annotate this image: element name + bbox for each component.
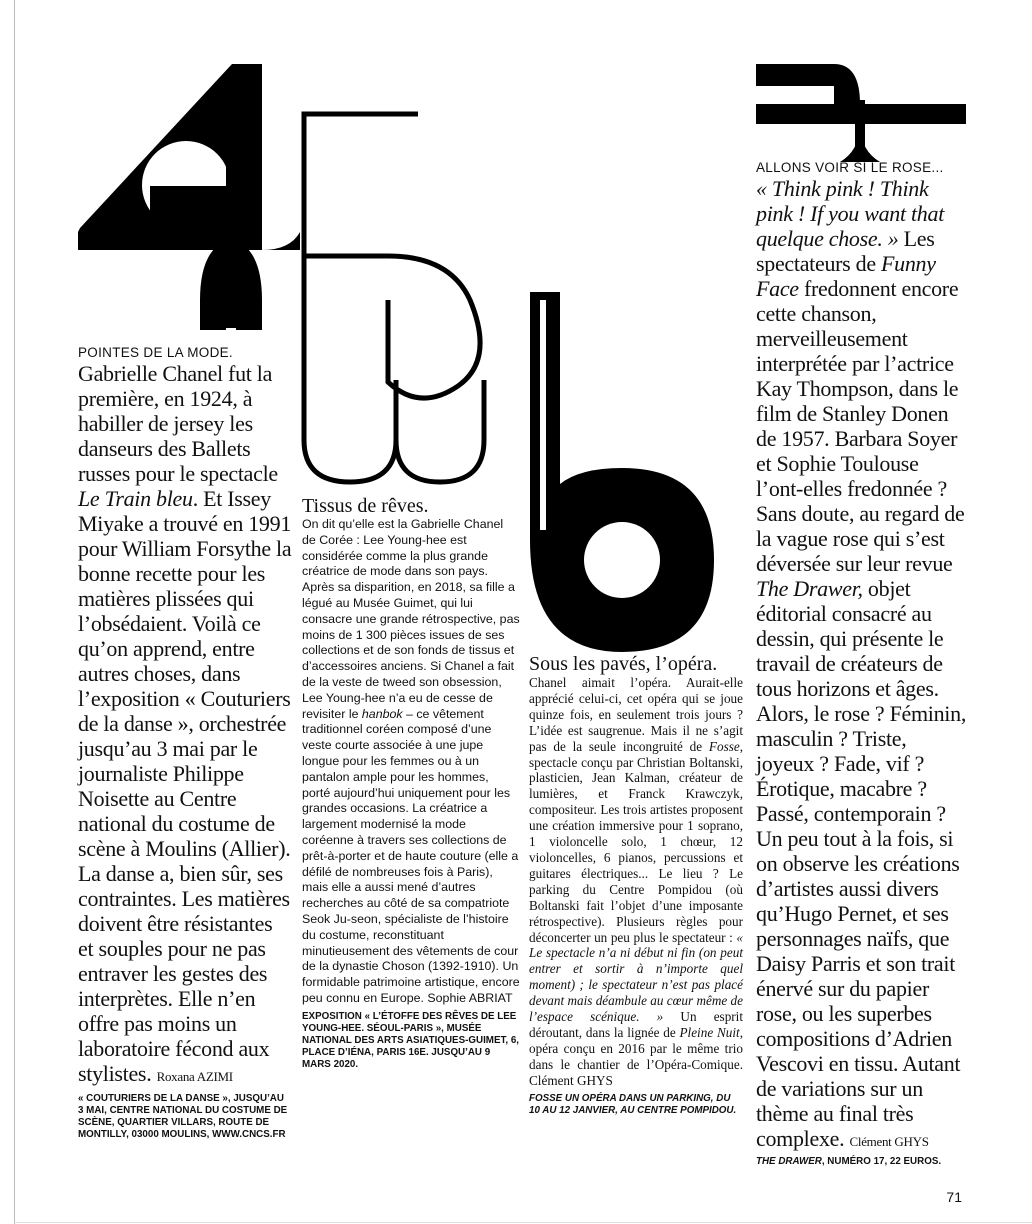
numeral-5-graphic [304, 114, 484, 482]
exhibition-credit: « COUTURIERS DE LA DANSE », JUSQU’AU 3 MAI, CENTRE NATIONAL DU COSTUME DE SCÈNE, QUARTIER VILLARS, ROUTE DE MONTILLY, 03000 MOULINS, WWW.CNCS.FR [78, 1093, 288, 1140]
byline: Roxana AZIMI [156, 1069, 233, 1084]
article-body: Chanel aimait l’opéra. Aurait-elle apprécié celui-ci, cet opéra qui se joue quinze fois, en seulement trois jours ? L’idée est saugrenue. Mais il ne s’agit pas de la seule incongruité de Fosse, spectacle conçu par Christian Boltanski, plasticien, Jean Kalman, créateur de lumières, et Franck Krawczyk, compositeur. Les trois artistes proposent une création immersive pour 1 soprano, 1 violoncelle solo, 1 chœur, 12 violoncelles, 6 pianos, percussions et guitares électriques... Le lieu ? Le parking du Centre Pompidou (où Boltanski fait l’objet d’une imposante rétrospective). Plusieurs règles pour déconcerter un peu plus le spectateur : « Le spectacle n’a ni début ni fin (on peut entrer et sortir à n’importe quel moment) ; le spectateur n’est pas placé devant mais déambule au cœur même de l’espace scénique. » Un esprit déroutant, dans la lignée de Pleine Nuit, opéra conçu en 2016 par le même trio dans le chantier de l’Opéra-Comique. Clément GHYS [529, 675, 744, 1088]
article-body: On dit qu’elle est la Gabrielle Chanel de Corée : Lee Young-hee est considérée comme la plus grande créatrice de mode dans son pays. Après sa disparition, en 2018, sa fille a légué au Musée Guimet, qui lui consacre une grande rétrospective, pas moins de 1 300 pièces issues de ses collections et de son fonds de tissus et d’accessoires anciens. Si Chanel a fait de la veste de tweed son obsession, Lee Young-hee n’a eu de cesse de revisiter le hanbok – ce vêtement traditionnel coréen composé d’une veste courte associée à une jupe longue pour les femmes ou à un pantalon ample pour les hommes, porté aujourd’hui uniquement pour les grandes occasions. La créatrice a largement modernisé la mode coréenne à travers ses collections de prêt-à-porter et de haute couture (elle a défilé de nombreuses fois à Paris), mais elle a aussi mené d’autres recherches au côté de sa compatriote Seok Ju-seon, spécialiste de l’histoire du costume, reconstituant minutieusement des vêtements de cour de la dynastie Choson (1392-1910). Un formidable patrimoine artistique, encore peu connu en Europe. Sophie ABRIAT [302, 517, 520, 1005]
article-body: « Think pink ! Think pink ! If you want that quelque chose. » Les spectateurs de Funny Face fredonnent encore cette chanson, merveilleusement interprétée par l’actrice Kay Thompson, dans le film de Stanley Donen de 1957. Barbara Soyer et Sophie Toulouse l’ont-elles fredonnée ? Sans doute, au regard de la vague rose qui s’est déversée sur leur revue The Drawer, objet éditorial consacré au dessin, qui présente le travail de créateurs de tous horizons et âges. Alors, le rose ? Féminin, masculin ? Triste, joyeux ? Fade, vif ? Érotique, macabre ? Passé, contemporain ? Un peu tout à la fois, si on observe les créations d’artistes aussi divers qu’Hugo Pernet, et ses personnages naïfs, que Daisy Parris et son trait énervé sur du papier rose, ou les superbes compositions d’Adrien Vescovi en tissu. Autant de variations sur un thème au final très complexe. Clément GHYS [756, 176, 967, 1151]
exhibition-credit: EXPOSITION « L’ÉTOFFE DES RÊVES DE LEE YOUNG-HEE. SÉOUL-PARIS », MUSÉE NATIONAL DES ARTS ASIATIQUES-GUIMET, 6, PLACE D’IÉNA, PARIS 16E. JUSQU’AU 9 MARS 2020. [302, 1010, 519, 1070]
kicker: POINTES DE LA MODE. [78, 345, 233, 360]
publication-credit: THE DRAWER, NUMÉRO 17, 22 EUROS. [756, 1156, 942, 1167]
section-heading: Tissus de rêves. [302, 495, 429, 517]
byline: Clément GHYS [849, 1134, 929, 1149]
byline: Sophie ABRIAT [427, 990, 513, 1005]
numeral-6-graphic [530, 292, 714, 652]
event-credit: FOSSE UN OPÉRA DANS UN PARKING, DU 10 AU 12 JANVIER, AU CENTRE POMPIDOU. [529, 1092, 737, 1116]
numeral-4-graphic [78, 64, 300, 330]
byline: Clément GHYS [529, 1072, 613, 1088]
article-body: Gabrielle Chanel fut la première, en 1924, à habiller de jersey les danseurs des Ballets russes pour le spectacle Le Train bleu. Et Issey Miyake a trouvé en 1991 pour William Forsythe la bonne recette pour les matières plissées qui l’obsédaient. Voilà ce qu’on apprend, entre autres choses, dans l’exposition « Couturiers de la danse », orchestrée jusqu’au 3 mai par le journaliste Philippe Noisette au Centre national du costume de scène à Moulins (Allier). La danse a, bien sûr, ses contraintes. Les matières doivent être résistantes et souples pour ne pas entraver les gestes des interprètes. Elle n’en offre pas moins un laboratoire fécond aux stylistes. Roxana AZIMI [78, 361, 292, 1086]
kicker: ALLONS VOIR SI LE ROSE... [756, 160, 944, 175]
numeral-7-graphic [756, 64, 966, 162]
page-number: 71 [946, 1189, 962, 1205]
article-col-4 [756, 160, 968, 1168]
section-heading: Sous les pavés, l’opéra. [529, 653, 718, 675]
article-col-2 [302, 495, 520, 1071]
article-col-3 [529, 653, 743, 1117]
article-col-1 [78, 345, 292, 1141]
